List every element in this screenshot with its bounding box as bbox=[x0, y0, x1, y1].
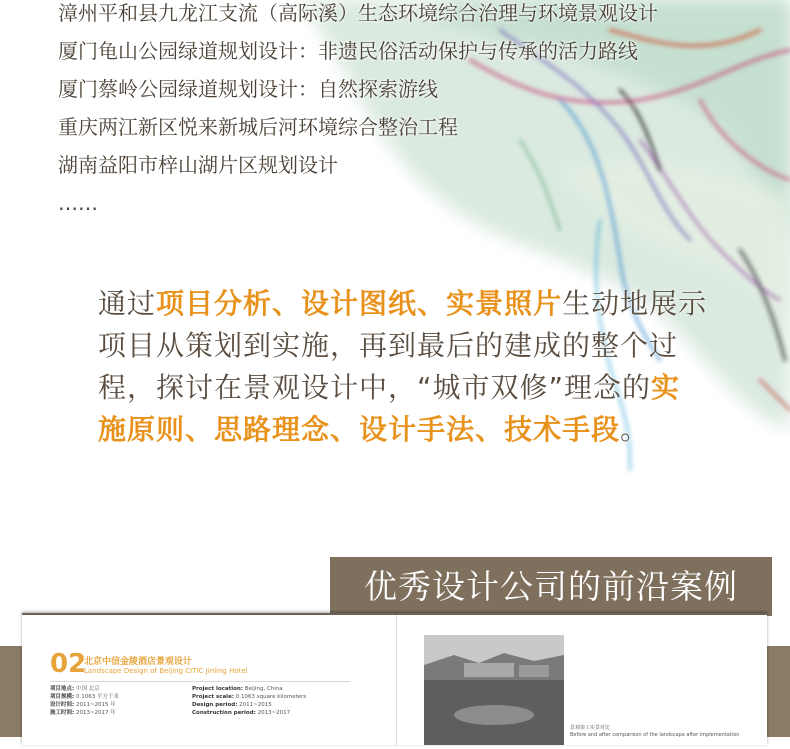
meta-row: 项目规模: 0.1063 平方千米 bbox=[50, 694, 119, 700]
list-item: 漳州平和县九龙江支流（高际溪）生态环境综合治理与环境景观设计 bbox=[58, 1, 658, 25]
intro-text: 生动地展示项目从策划到实施，再到最后的建成的整个过程，探讨在景观设计中，“城市双修”理念的 bbox=[98, 287, 708, 404]
intro-highlight-sep: 、 bbox=[272, 287, 302, 320]
list-item-ellipsis: …… bbox=[58, 191, 98, 215]
case-meta-en bbox=[192, 685, 306, 717]
meta-row: Construction period: 2013~2017 bbox=[192, 710, 291, 716]
photo-illustration bbox=[424, 635, 564, 745]
case-title-en: Landscape Design of Beijing CITIC Jinling Hotel bbox=[84, 667, 248, 675]
book-spine bbox=[396, 615, 397, 745]
project-list bbox=[58, 0, 658, 222]
meta-row: Project location: Beijing, China bbox=[192, 686, 283, 692]
case-meta-cn bbox=[50, 685, 119, 717]
list-item: 湖南益阳市梓山湖片区规划设计 bbox=[58, 153, 338, 177]
intro-highlight-sep: 、 bbox=[475, 413, 505, 446]
intro-highlight: 实景照片 bbox=[446, 287, 563, 320]
photo-caption: 景观竣工实景对比 Before and after comparison of the landscape after implementation bbox=[570, 725, 740, 738]
intro-highlight: 思路理念 bbox=[214, 413, 331, 446]
intro-highlight: 设计图纸 bbox=[301, 287, 418, 320]
meta-row: 项目地点: 中国 北京 bbox=[50, 686, 100, 692]
intro-highlight-sep: 、 bbox=[185, 413, 215, 446]
case-number: 02 bbox=[50, 649, 87, 679]
intro-paragraph bbox=[98, 283, 708, 451]
intro-highlight: 技术手段 bbox=[504, 413, 621, 446]
divider bbox=[50, 681, 350, 682]
book-spread bbox=[22, 613, 767, 745]
landscape-photo bbox=[424, 635, 564, 745]
section-tab bbox=[330, 557, 772, 616]
intro-text: 通过 bbox=[98, 287, 157, 320]
intro-highlight: 项目分析 bbox=[156, 287, 273, 320]
meta-row: Design period: 2011~2015 bbox=[192, 702, 272, 708]
intro-highlight: 设计手法 bbox=[359, 413, 476, 446]
intro-highlight-sep: 、 bbox=[330, 413, 360, 446]
case-title-cn: 北京中信金陵酒店景观设计 bbox=[84, 657, 193, 667]
meta-row: 设计时间: 2011~2015 年 bbox=[50, 702, 116, 708]
list-item: 厦门龟山公园绿道规划设计：非遗民俗活动保护与传承的活力路线 bbox=[58, 39, 638, 63]
intro-highlight-sep: 、 bbox=[417, 287, 447, 320]
intro-highlight: 实施原则 bbox=[98, 371, 681, 446]
meta-row: 施工时间: 2013~2017 年 bbox=[50, 710, 116, 716]
list-item: 厦门蔡岭公园绿道规划设计：自然探索游线 bbox=[58, 77, 438, 101]
section-tab-title: 优秀设计公司的前沿案例 bbox=[364, 567, 738, 606]
list-item: 重庆两江新区悦来新城后河环境综合整治工程 bbox=[58, 115, 458, 139]
meta-row: Project scale: 0.1063 square kilometers bbox=[192, 694, 307, 700]
intro-text: 。 bbox=[620, 413, 650, 446]
